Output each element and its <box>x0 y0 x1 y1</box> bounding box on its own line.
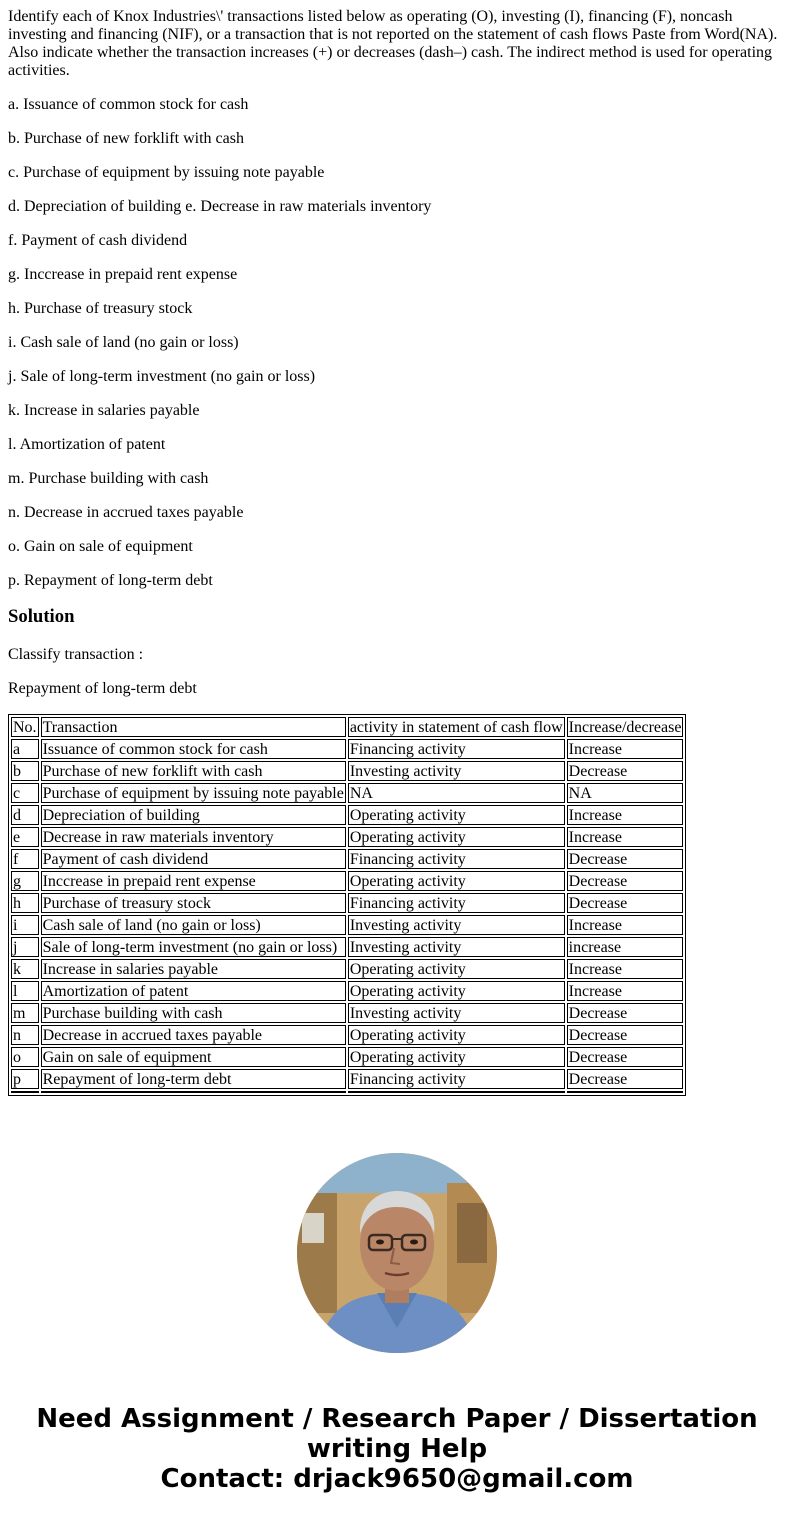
header-cell-no: No. <box>13 719 37 736</box>
question-item: c. Purchase of equipment by issuing note payable <box>8 164 325 181</box>
row-cell-transaction: Purchase building with cash <box>41 1003 346 1023</box>
row-cell-direction: Decrease <box>567 1025 684 1045</box>
table-row <box>11 871 683 891</box>
table-row <box>11 805 683 825</box>
row-cell-activity: Financing activity <box>348 1069 565 1089</box>
row-cell-transaction: Purchase of treasury stock <box>41 893 346 913</box>
promo-line-1: Need Assignment / Research Paper / Dissertation <box>36 1404 758 1434</box>
row-cell-transaction: Inccrease in prepaid rent expense <box>41 871 346 891</box>
empty-cell <box>41 1091 346 1093</box>
question-item: j. Sale of long-term investment (no gain or loss) <box>8 368 316 385</box>
question-item: l. Amortization of patent <box>8 436 166 453</box>
row-cell-direction: Increase <box>567 981 684 1001</box>
row-cell-direction: Decrease <box>567 893 684 913</box>
empty-cell <box>348 1091 565 1093</box>
row-cell-activity: NA <box>348 783 565 803</box>
row-cell-transaction: Gain on sale of equipment <box>41 1047 346 1067</box>
row-cell-direction: Decrease <box>567 1047 684 1067</box>
question-item: g. Inccrease in prepaid rent expense <box>8 266 238 283</box>
row-cell-activity: Investing activity <box>348 1003 565 1023</box>
answer-table <box>8 714 686 1096</box>
question-item: f. Payment of cash dividend <box>8 232 188 249</box>
promo-line-2: writing Help <box>306 1434 488 1464</box>
row-cell-no: d <box>11 805 39 825</box>
row-cell-no: g <box>11 871 39 891</box>
header-cell-activity: activity in statement of cash flow <box>349 719 563 736</box>
row-cell-no: n <box>11 1025 39 1045</box>
question-item: p. Repayment of long-term debt <box>8 572 213 589</box>
row-cell-activity: Financing activity <box>348 893 565 913</box>
row-cell-activity: Investing activity <box>348 761 565 781</box>
row-cell-activity: Operating activity <box>348 1047 565 1067</box>
row-cell-transaction: Issuance of common stock for cash <box>41 739 346 759</box>
table-row <box>11 959 683 979</box>
row-cell-direction: Increase <box>567 827 684 847</box>
row-cell-transaction: Purchase of new forklift with cash <box>41 761 346 781</box>
question-item: i. Cash sale of land (no gain or loss) <box>8 334 239 351</box>
row-cell-direction: Increase <box>567 915 684 935</box>
question-item: d. Depreciation of building e. Decrease in raw materials inventory <box>8 198 432 215</box>
table-row <box>11 1047 683 1067</box>
table-row <box>11 981 683 1001</box>
row-cell-transaction: Purchase of equipment by issuing note payable <box>42 785 344 802</box>
table-row <box>11 1025 683 1045</box>
row-cell-no: f <box>11 849 39 869</box>
row-cell-direction: Decrease <box>567 871 684 891</box>
table-row <box>11 915 683 935</box>
row-cell-transaction: Repayment of long-term debt <box>41 1069 346 1089</box>
row-cell-no: i <box>11 915 39 935</box>
row-cell-transaction: Sale of long-term investment (no gain or loss) <box>41 937 346 957</box>
document-body <box>8 8 786 1096</box>
table-empty-row <box>11 1091 683 1093</box>
row-cell-activity: Investing activity <box>348 937 565 957</box>
row-cell-no: m <box>11 1003 39 1023</box>
author-avatar <box>297 1153 497 1353</box>
row-cell-activity: Operating activity <box>348 1025 565 1045</box>
row-cell-transaction: Depreciation of building <box>41 805 346 825</box>
table-row <box>11 849 683 869</box>
row-cell-transaction: Amortization of patent <box>41 981 346 1001</box>
question-intro: Identify each of Knox Industries\' transactions listed below as operating (O), investing (I), financing (F), noncash investing and financing (NIF), or a transaction that is not reported on the statement of cash flows Paste from Word(NA). Also indicate whether the transaction increases (+) or decreases (dash–) cash. The indirect method is used for operating activities. <box>8 8 778 79</box>
empty-cell <box>11 1091 39 1093</box>
header-cell-direction: Increase/decrease <box>568 719 682 736</box>
row-cell-direction: Increase <box>567 959 684 979</box>
row-cell-direction: Decrease <box>567 1003 684 1023</box>
table-row <box>11 827 683 847</box>
row-cell-transaction: Cash sale of land (no gain or loss) <box>41 915 346 935</box>
row-cell-activity: Operating activity <box>348 981 565 1001</box>
question-item: k. Increase in salaries payable <box>8 402 200 419</box>
table-row <box>11 893 683 913</box>
header-cell-transaction: Transaction <box>41 717 346 737</box>
question-item: m. Purchase building with cash <box>8 470 209 487</box>
row-cell-activity: Operating activity <box>348 959 565 979</box>
solution-heading: Solution <box>8 606 75 627</box>
row-cell-transaction: Decrease in accrued taxes payable <box>41 1025 346 1045</box>
table-row <box>11 1003 683 1023</box>
row-cell-activity: Financing activity <box>348 849 565 869</box>
row-cell-no: j <box>11 937 39 957</box>
row-cell-direction: Decrease <box>567 1069 684 1089</box>
row-cell-no: l <box>11 981 39 1001</box>
row-cell-transaction: Decrease in raw materials inventory <box>41 827 346 847</box>
question-item: o. Gain on sale of equipment <box>8 538 193 555</box>
question-item: h. Purchase of treasury stock <box>8 300 193 317</box>
row-cell-activity: Operating activity <box>348 871 565 891</box>
empty-cell <box>567 1091 684 1093</box>
row-cell-transaction: Increase in salaries payable <box>41 959 346 979</box>
row-cell-transaction: Payment of cash dividend <box>41 849 346 869</box>
question-items <box>8 96 786 590</box>
table-row <box>11 937 683 957</box>
table-row <box>11 1069 683 1089</box>
row-cell-direction: Increase <box>567 739 684 759</box>
table-row <box>11 783 683 803</box>
row-cell-no: k <box>11 959 39 979</box>
table-header-row <box>11 717 683 737</box>
table-row <box>11 739 683 759</box>
promo-footer <box>0 1404 794 1494</box>
author-portrait-image <box>297 1153 497 1353</box>
row-cell-no: a <box>11 739 39 759</box>
table-row <box>11 761 683 781</box>
question-item: b. Purchase of new forklift with cash <box>8 130 244 147</box>
question-item: a. Issuance of common stock for cash <box>8 96 249 113</box>
row-cell-direction: Decrease <box>567 849 684 869</box>
row-cell-no: b <box>11 761 39 781</box>
row-cell-activity: Operating activity <box>348 805 565 825</box>
row-cell-direction: Increase <box>567 805 684 825</box>
row-cell-direction: Decrease <box>567 761 684 781</box>
row-cell-activity: Financing activity <box>348 739 565 759</box>
row-cell-no: o <box>11 1047 39 1067</box>
row-cell-activity: Operating activity <box>348 827 565 847</box>
row-cell-no: h <box>11 893 39 913</box>
row-cell-direction: increase <box>567 937 684 957</box>
solution-line-repayment: Repayment of long-term debt <box>8 680 197 697</box>
promo-contact: Contact: drjack9650@gmail.com <box>160 1464 634 1494</box>
row-cell-direction: NA <box>567 783 684 803</box>
question-item: n. Decrease in accrued taxes payable <box>8 504 244 521</box>
row-cell-no: e <box>11 827 39 847</box>
row-cell-no: p <box>11 1069 39 1089</box>
row-cell-activity: Investing activity <box>348 915 565 935</box>
solution-line-classify: Classify transaction : <box>8 646 144 663</box>
row-cell-no: c <box>11 783 39 803</box>
